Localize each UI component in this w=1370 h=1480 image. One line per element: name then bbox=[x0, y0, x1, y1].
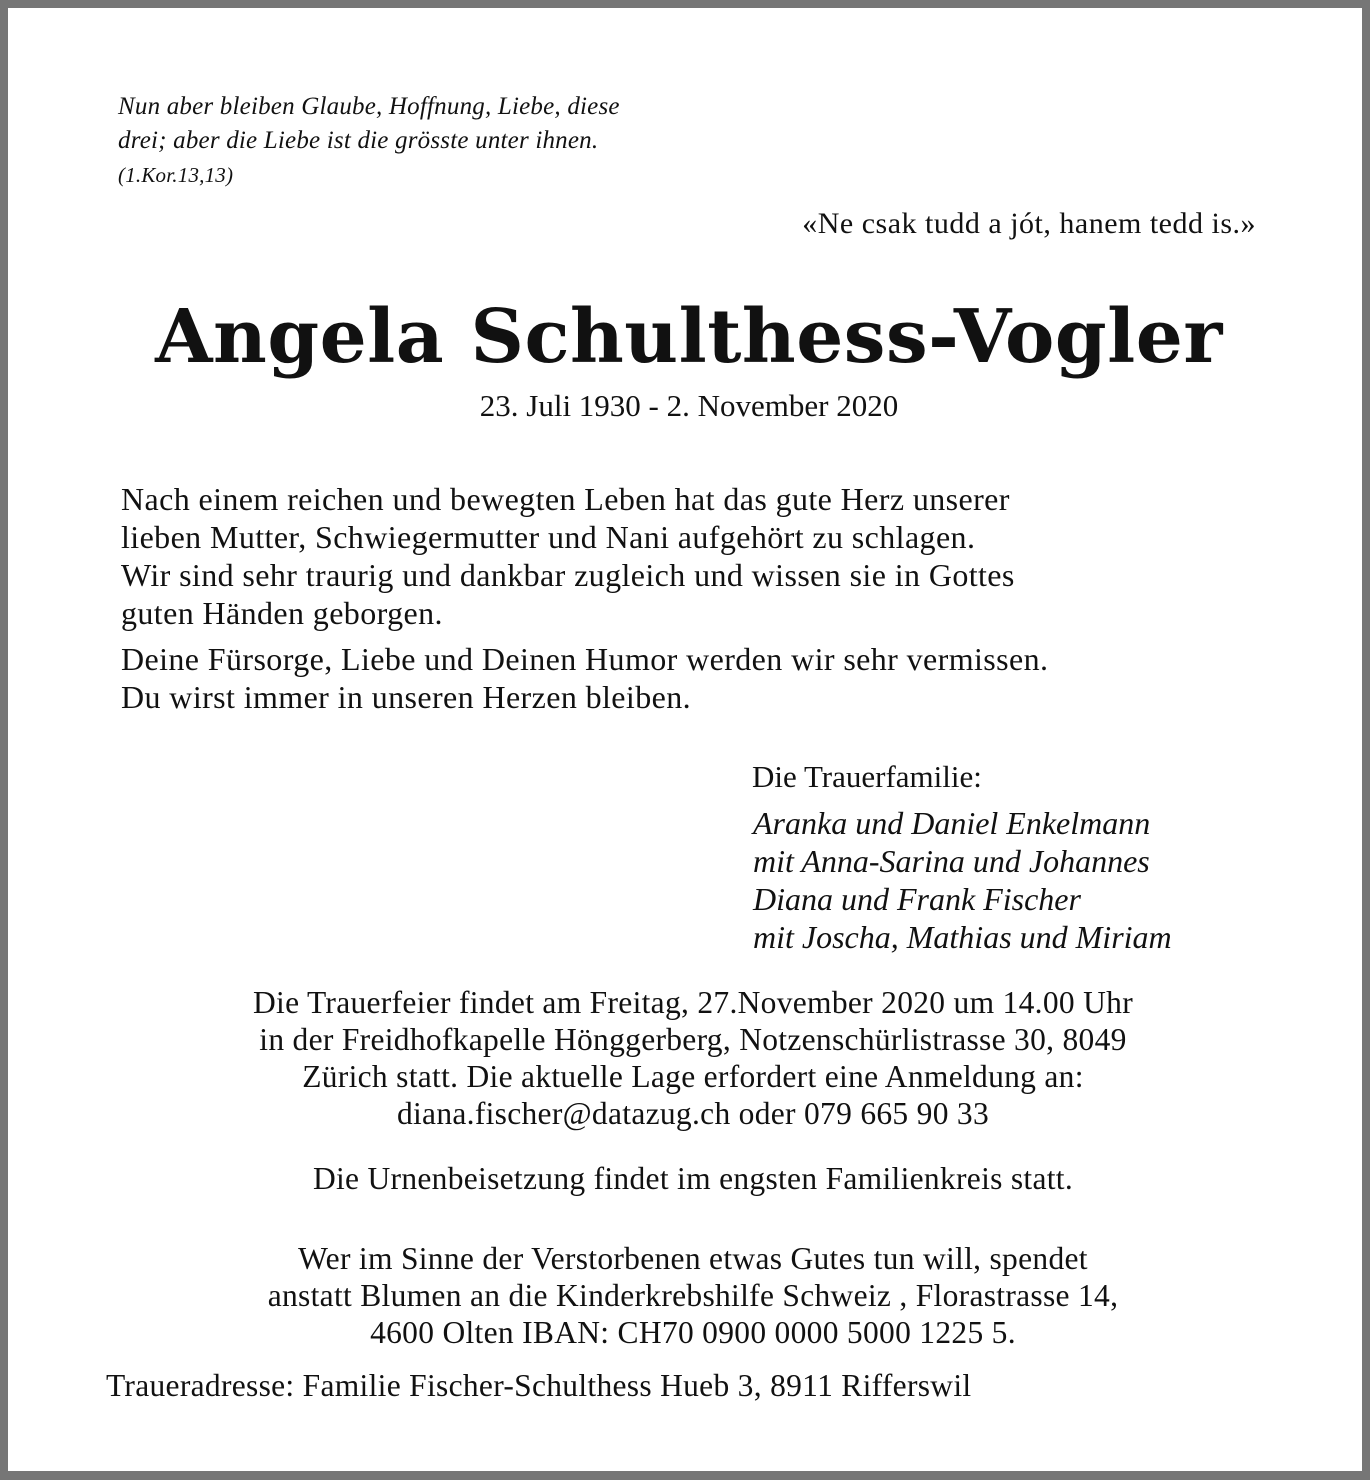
verse-line: Nun aber bleiben Glaube, Hoffnung, Liebe, diese bbox=[118, 93, 620, 120]
donation-info bbox=[8, 1240, 1370, 1351]
message-paragraph bbox=[121, 480, 1048, 632]
deceased-name: Angela Schulthess-Vogler bbox=[155, 294, 1223, 380]
obituary-page bbox=[8, 8, 1362, 1471]
service-contact: diana.fischer@datazug.ch oder 079 665 90 33 bbox=[396, 1096, 990, 1131]
motto-quote: «Ne csak tudd a jót, hanem tedd is.» bbox=[802, 207, 1256, 240]
life-dates: 23. Juli 1930 - 2. November 2020 bbox=[479, 388, 899, 423]
urn-burial-info: Die Urnenbeisetzung findet im engsten Familienkreis statt. bbox=[312, 1161, 1074, 1196]
family-members bbox=[753, 804, 1172, 956]
family-member: mit Anna-Sarina und Johannes bbox=[753, 843, 1150, 879]
verse-reference: (1.Kor.13,13) bbox=[118, 163, 234, 187]
verse-line: drei; aber die Liebe ist die grösste unter ihnen. bbox=[118, 127, 599, 154]
donation-line: anstatt Blumen an die Kinderkrebshilfe Schweiz , Florastrasse 14, bbox=[267, 1278, 1119, 1313]
funeral-service-info bbox=[8, 984, 1370, 1132]
donation-line: 4600 Olten IBAN: CH70 0900 0000 5000 1225 5. bbox=[370, 1315, 1016, 1350]
service-line: Die Trauerfeier findet am Freitag, 27.November 2020 um 14.00 Uhr bbox=[252, 985, 1133, 1020]
service-line: in der Freidhofkapelle Hönggerberg, Notzenschürlistrasse 30, 8049 bbox=[259, 1022, 1127, 1057]
message-paragraph bbox=[121, 640, 1048, 716]
family-label: Die Trauerfamilie: bbox=[752, 759, 982, 794]
mourning-address: Traueradresse: Familie Fischer-Schulthess Hueb 3, 8911 Rifferswil bbox=[106, 1368, 972, 1403]
condolence-message bbox=[121, 480, 1048, 716]
bible-verse bbox=[118, 90, 620, 192]
message-line: Du wirst immer in unseren Herzen bleiben. bbox=[121, 679, 692, 715]
message-line: guten Händen geborgen. bbox=[121, 595, 443, 631]
donation-line: Wer im Sinne der Verstorbenen etwas Gutes tun will, spendet bbox=[298, 1241, 1088, 1276]
family-member: mit Joscha, Mathias und Miriam bbox=[753, 919, 1172, 955]
family-member: Aranka und Daniel Enkelmann bbox=[753, 805, 1151, 841]
message-line: Wir sind sehr traurig und dankbar zugleich und wissen sie in Gottes bbox=[121, 557, 1015, 593]
message-line: lieben Mutter, Schwiegermutter und Nani aufgehört zu schlagen. bbox=[121, 519, 976, 555]
message-line: Nach einem reichen und bewegten Leben hat das gute Herz unserer bbox=[121, 481, 1010, 517]
family-member: Diana und Frank Fischer bbox=[753, 881, 1081, 917]
service-line: Zürich statt. Die aktuelle Lage erfordert eine Anmeldung an: bbox=[302, 1059, 1084, 1094]
message-line: Deine Fürsorge, Liebe und Deinen Humor werden wir sehr vermissen. bbox=[121, 641, 1049, 677]
